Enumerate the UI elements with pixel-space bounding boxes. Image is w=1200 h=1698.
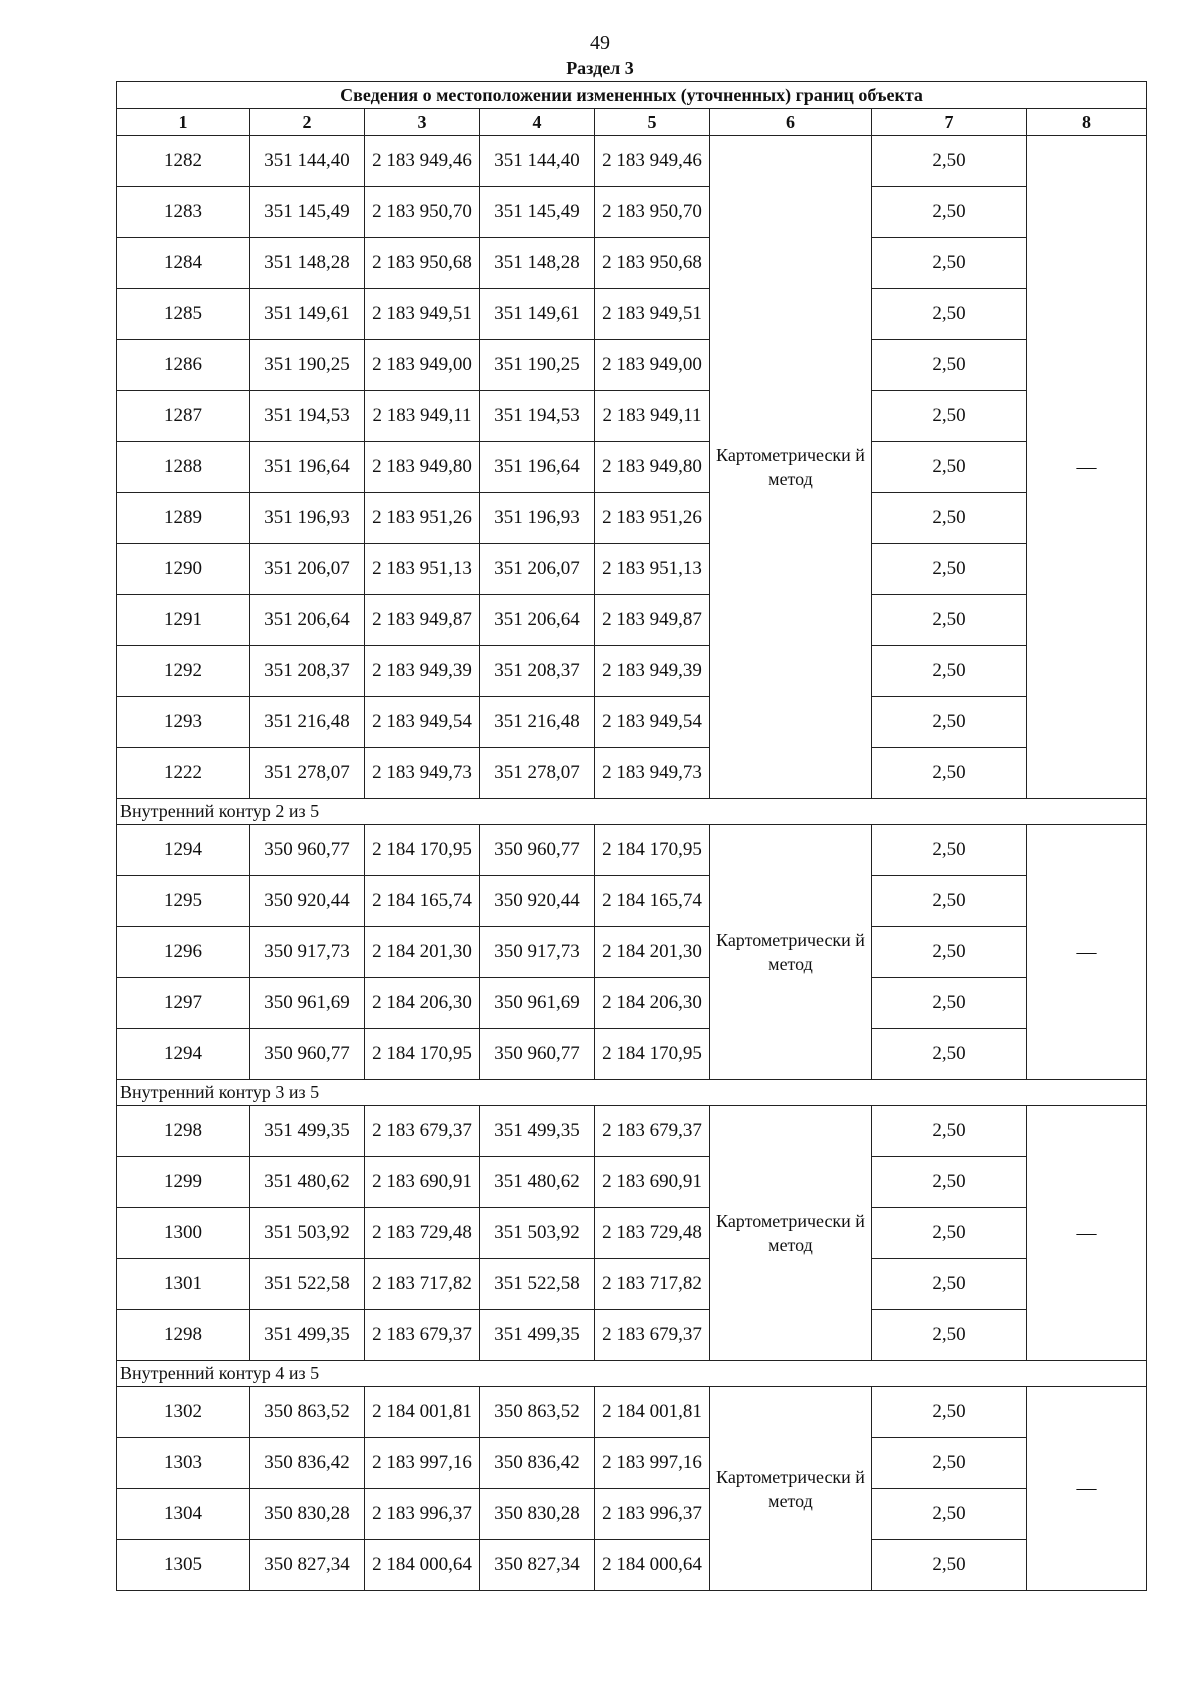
accuracy-cell: 2,50 <box>872 1540 1027 1591</box>
x-coordinate-cell: 350 960,77 <box>250 1029 365 1080</box>
point-number-cell: 1294 <box>117 1029 250 1080</box>
x-coordinate-cell: 351 144,40 <box>250 136 365 187</box>
column-number-row <box>117 109 1147 136</box>
method-cell: Картометрически й метод <box>710 136 872 799</box>
point-number-cell: 1297 <box>117 978 250 1029</box>
y-new-coordinate-cell: 2 183 949,87 <box>595 595 710 646</box>
table-row <box>117 1029 1147 1080</box>
x-coordinate-cell: 351 206,64 <box>250 595 365 646</box>
accuracy-cell: 2,50 <box>872 646 1027 697</box>
note-cell: — <box>1027 1387 1147 1591</box>
column-number: 5 <box>595 109 710 136</box>
method-cell: Картометрически й метод <box>710 825 872 1080</box>
y-new-coordinate-cell: 2 183 949,73 <box>595 748 710 799</box>
y-coordinate-cell: 2 183 949,87 <box>365 595 480 646</box>
point-number-cell: 1298 <box>117 1106 250 1157</box>
table-row <box>117 187 1147 238</box>
accuracy-cell: 2,50 <box>872 238 1027 289</box>
table-row <box>117 825 1147 876</box>
x-new-coordinate-cell: 350 863,52 <box>480 1387 595 1438</box>
y-coordinate-cell: 2 183 679,37 <box>365 1310 480 1361</box>
y-new-coordinate-cell: 2 184 000,64 <box>595 1540 710 1591</box>
x-new-coordinate-cell: 351 499,35 <box>480 1310 595 1361</box>
y-coordinate-cell: 2 184 165,74 <box>365 876 480 927</box>
table-row <box>117 1208 1147 1259</box>
y-new-coordinate-cell: 2 183 949,54 <box>595 697 710 748</box>
y-coordinate-cell: 2 184 001,81 <box>365 1387 480 1438</box>
y-new-coordinate-cell: 2 183 949,80 <box>595 442 710 493</box>
y-coordinate-cell: 2 183 949,80 <box>365 442 480 493</box>
x-coordinate-cell: 350 863,52 <box>250 1387 365 1438</box>
point-number-cell: 1301 <box>117 1259 250 1310</box>
x-new-coordinate-cell: 350 960,77 <box>480 825 595 876</box>
y-coordinate-cell: 2 184 170,95 <box>365 825 480 876</box>
x-coordinate-cell: 351 216,48 <box>250 697 365 748</box>
y-coordinate-cell: 2 183 690,91 <box>365 1157 480 1208</box>
point-number-cell: 1285 <box>117 289 250 340</box>
table-row <box>117 1157 1147 1208</box>
x-coordinate-cell: 351 194,53 <box>250 391 365 442</box>
x-coordinate-cell: 350 830,28 <box>250 1489 365 1540</box>
table-row <box>117 238 1147 289</box>
table-row <box>117 493 1147 544</box>
point-number-cell: 1287 <box>117 391 250 442</box>
point-number-cell: 1284 <box>117 238 250 289</box>
y-coordinate-cell: 2 184 000,64 <box>365 1540 480 1591</box>
y-new-coordinate-cell: 2 183 729,48 <box>595 1208 710 1259</box>
accuracy-cell: 2,50 <box>872 748 1027 799</box>
accuracy-cell: 2,50 <box>872 876 1027 927</box>
contour-label: Внутренний контур 2 из 5 <box>117 799 1147 825</box>
x-new-coordinate-cell: 350 917,73 <box>480 927 595 978</box>
accuracy-cell: 2,50 <box>872 978 1027 1029</box>
x-coordinate-cell: 350 827,34 <box>250 1540 365 1591</box>
x-coordinate-cell: 351 499,35 <box>250 1106 365 1157</box>
y-coordinate-cell: 2 183 949,73 <box>365 748 480 799</box>
x-coordinate-cell: 351 522,58 <box>250 1259 365 1310</box>
table-caption: Сведения о местоположении измененных (уточненных) границ объекта <box>117 82 1147 109</box>
x-coordinate-cell: 351 208,37 <box>250 646 365 697</box>
accuracy-cell: 2,50 <box>872 187 1027 238</box>
y-coordinate-cell: 2 183 949,51 <box>365 289 480 340</box>
y-coordinate-cell: 2 183 996,37 <box>365 1489 480 1540</box>
accuracy-cell: 2,50 <box>872 1489 1027 1540</box>
accuracy-cell: 2,50 <box>872 544 1027 595</box>
x-new-coordinate-cell: 351 194,53 <box>480 391 595 442</box>
x-new-coordinate-cell: 351 503,92 <box>480 1208 595 1259</box>
point-number-cell: 1286 <box>117 340 250 391</box>
table-row <box>117 1387 1147 1438</box>
table-row <box>117 340 1147 391</box>
x-new-coordinate-cell: 351 522,58 <box>480 1259 595 1310</box>
contour-header-row <box>117 799 1147 825</box>
note-cell: — <box>1027 136 1147 799</box>
accuracy-cell: 2,50 <box>872 136 1027 187</box>
table-row <box>117 136 1147 187</box>
x-new-coordinate-cell: 351 480,62 <box>480 1157 595 1208</box>
point-number-cell: 1295 <box>117 876 250 927</box>
x-new-coordinate-cell: 351 190,25 <box>480 340 595 391</box>
table-row <box>117 927 1147 978</box>
accuracy-cell: 2,50 <box>872 1157 1027 1208</box>
accuracy-cell: 2,50 <box>872 1259 1027 1310</box>
x-coordinate-cell: 351 196,64 <box>250 442 365 493</box>
y-new-coordinate-cell: 2 183 679,37 <box>595 1310 710 1361</box>
column-number: 1 <box>117 109 250 136</box>
point-number-cell: 1283 <box>117 187 250 238</box>
y-coordinate-cell: 2 183 997,16 <box>365 1438 480 1489</box>
point-number-cell: 1304 <box>117 1489 250 1540</box>
table-row <box>117 391 1147 442</box>
table-row <box>117 1259 1147 1310</box>
contour-label: Внутренний контур 4 из 5 <box>117 1361 1147 1387</box>
y-coordinate-cell: 2 183 949,39 <box>365 646 480 697</box>
y-new-coordinate-cell: 2 183 949,51 <box>595 289 710 340</box>
contour-header-row <box>117 1080 1147 1106</box>
y-new-coordinate-cell: 2 183 951,26 <box>595 493 710 544</box>
y-coordinate-cell: 2 183 951,26 <box>365 493 480 544</box>
x-new-coordinate-cell: 350 960,77 <box>480 1029 595 1080</box>
x-coordinate-cell: 351 206,07 <box>250 544 365 595</box>
table-row <box>117 1489 1147 1540</box>
table-row <box>117 748 1147 799</box>
column-number: 6 <box>710 109 872 136</box>
accuracy-cell: 2,50 <box>872 1310 1027 1361</box>
x-coordinate-cell: 350 961,69 <box>250 978 365 1029</box>
y-coordinate-cell: 2 183 950,70 <box>365 187 480 238</box>
x-new-coordinate-cell: 350 836,42 <box>480 1438 595 1489</box>
y-new-coordinate-cell: 2 183 949,11 <box>595 391 710 442</box>
table-row <box>117 544 1147 595</box>
accuracy-cell: 2,50 <box>872 289 1027 340</box>
column-number: 4 <box>480 109 595 136</box>
accuracy-cell: 2,50 <box>872 927 1027 978</box>
y-coordinate-cell: 2 184 201,30 <box>365 927 480 978</box>
x-new-coordinate-cell: 350 827,34 <box>480 1540 595 1591</box>
y-new-coordinate-cell: 2 184 201,30 <box>595 927 710 978</box>
y-new-coordinate-cell: 2 183 950,70 <box>595 187 710 238</box>
point-number-cell: 1300 <box>117 1208 250 1259</box>
x-coordinate-cell: 350 836,42 <box>250 1438 365 1489</box>
x-new-coordinate-cell: 351 278,07 <box>480 748 595 799</box>
y-new-coordinate-cell: 2 183 949,39 <box>595 646 710 697</box>
method-cell: Картометрически й метод <box>710 1387 872 1591</box>
point-number-cell: 1296 <box>117 927 250 978</box>
point-number-cell: 1282 <box>117 136 250 187</box>
x-coordinate-cell: 351 503,92 <box>250 1208 365 1259</box>
y-coordinate-cell: 2 183 951,13 <box>365 544 480 595</box>
y-coordinate-cell: 2 183 949,54 <box>365 697 480 748</box>
table-row <box>117 697 1147 748</box>
accuracy-cell: 2,50 <box>872 493 1027 544</box>
x-new-coordinate-cell: 351 208,37 <box>480 646 595 697</box>
y-coordinate-cell: 2 184 206,30 <box>365 978 480 1029</box>
accuracy-cell: 2,50 <box>872 1106 1027 1157</box>
accuracy-cell: 2,50 <box>872 1387 1027 1438</box>
column-number: 2 <box>250 109 365 136</box>
x-coordinate-cell: 351 145,49 <box>250 187 365 238</box>
y-new-coordinate-cell: 2 183 997,16 <box>595 1438 710 1489</box>
x-coordinate-cell: 351 196,93 <box>250 493 365 544</box>
point-number-cell: 1290 <box>117 544 250 595</box>
y-new-coordinate-cell: 2 184 170,95 <box>595 1029 710 1080</box>
point-number-cell: 1303 <box>117 1438 250 1489</box>
point-number-cell: 1289 <box>117 493 250 544</box>
y-coordinate-cell: 2 184 170,95 <box>365 1029 480 1080</box>
x-coordinate-cell: 351 480,62 <box>250 1157 365 1208</box>
accuracy-cell: 2,50 <box>872 1208 1027 1259</box>
x-new-coordinate-cell: 351 196,64 <box>480 442 595 493</box>
x-new-coordinate-cell: 351 145,49 <box>480 187 595 238</box>
point-number-cell: 1302 <box>117 1387 250 1438</box>
point-number-cell: 1292 <box>117 646 250 697</box>
table-row <box>117 595 1147 646</box>
x-new-coordinate-cell: 350 920,44 <box>480 876 595 927</box>
table-body <box>117 82 1147 1591</box>
x-new-coordinate-cell: 351 206,07 <box>480 544 595 595</box>
point-number-cell: 1293 <box>117 697 250 748</box>
note-cell: — <box>1027 825 1147 1080</box>
table-row <box>117 1540 1147 1591</box>
x-coordinate-cell: 350 960,77 <box>250 825 365 876</box>
method-cell: Картометрически й метод <box>710 1106 872 1361</box>
y-new-coordinate-cell: 2 183 949,00 <box>595 340 710 391</box>
point-number-cell: 1298 <box>117 1310 250 1361</box>
accuracy-cell: 2,50 <box>872 340 1027 391</box>
y-new-coordinate-cell: 2 183 717,82 <box>595 1259 710 1310</box>
x-new-coordinate-cell: 350 830,28 <box>480 1489 595 1540</box>
accuracy-cell: 2,50 <box>872 595 1027 646</box>
point-number-cell: 1299 <box>117 1157 250 1208</box>
table-row <box>117 1438 1147 1489</box>
x-new-coordinate-cell: 351 149,61 <box>480 289 595 340</box>
table-row <box>117 646 1147 697</box>
y-coordinate-cell: 2 183 949,46 <box>365 136 480 187</box>
y-new-coordinate-cell: 2 183 690,91 <box>595 1157 710 1208</box>
note-cell: — <box>1027 1106 1147 1361</box>
y-new-coordinate-cell: 2 183 679,37 <box>595 1106 710 1157</box>
table-row <box>117 1310 1147 1361</box>
y-coordinate-cell: 2 183 679,37 <box>365 1106 480 1157</box>
table-row <box>117 978 1147 1029</box>
x-coordinate-cell: 351 148,28 <box>250 238 365 289</box>
accuracy-cell: 2,50 <box>872 442 1027 493</box>
section-title: Раздел 3 <box>566 58 634 78</box>
y-new-coordinate-cell: 2 183 949,46 <box>595 136 710 187</box>
x-new-coordinate-cell: 351 216,48 <box>480 697 595 748</box>
point-number-cell: 1288 <box>117 442 250 493</box>
table-caption-row <box>117 82 1147 109</box>
table-row <box>117 289 1147 340</box>
table-row <box>117 876 1147 927</box>
table-row <box>117 442 1147 493</box>
y-new-coordinate-cell: 2 184 001,81 <box>595 1387 710 1438</box>
column-number: 7 <box>872 109 1027 136</box>
y-coordinate-cell: 2 183 949,11 <box>365 391 480 442</box>
x-coordinate-cell: 351 190,25 <box>250 340 365 391</box>
x-new-coordinate-cell: 351 206,64 <box>480 595 595 646</box>
x-coordinate-cell: 350 917,73 <box>250 927 365 978</box>
y-coordinate-cell: 2 183 729,48 <box>365 1208 480 1259</box>
accuracy-cell: 2,50 <box>872 1029 1027 1080</box>
x-new-coordinate-cell: 350 961,69 <box>480 978 595 1029</box>
y-coordinate-cell: 2 183 949,00 <box>365 340 480 391</box>
y-new-coordinate-cell: 2 183 950,68 <box>595 238 710 289</box>
column-number: 8 <box>1027 109 1147 136</box>
y-new-coordinate-cell: 2 184 206,30 <box>595 978 710 1029</box>
y-new-coordinate-cell: 2 184 170,95 <box>595 825 710 876</box>
y-new-coordinate-cell: 2 183 996,37 <box>595 1489 710 1540</box>
boundary-coordinates-table <box>116 81 1147 1591</box>
page-number: 49 <box>590 32 610 54</box>
x-new-coordinate-cell: 351 196,93 <box>480 493 595 544</box>
x-coordinate-cell: 351 499,35 <box>250 1310 365 1361</box>
x-coordinate-cell: 350 920,44 <box>250 876 365 927</box>
accuracy-cell: 2,50 <box>872 1438 1027 1489</box>
y-coordinate-cell: 2 183 950,68 <box>365 238 480 289</box>
y-coordinate-cell: 2 183 717,82 <box>365 1259 480 1310</box>
point-number-cell: 1305 <box>117 1540 250 1591</box>
x-coordinate-cell: 351 278,07 <box>250 748 365 799</box>
x-new-coordinate-cell: 351 148,28 <box>480 238 595 289</box>
x-new-coordinate-cell: 351 144,40 <box>480 136 595 187</box>
accuracy-cell: 2,50 <box>872 391 1027 442</box>
accuracy-cell: 2,50 <box>872 697 1027 748</box>
y-new-coordinate-cell: 2 184 165,74 <box>595 876 710 927</box>
accuracy-cell: 2,50 <box>872 825 1027 876</box>
point-number-cell: 1222 <box>117 748 250 799</box>
x-coordinate-cell: 351 149,61 <box>250 289 365 340</box>
contour-header-row <box>117 1361 1147 1387</box>
point-number-cell: 1291 <box>117 595 250 646</box>
point-number-cell: 1294 <box>117 825 250 876</box>
x-new-coordinate-cell: 351 499,35 <box>480 1106 595 1157</box>
column-number: 3 <box>365 109 480 136</box>
table-row <box>117 1106 1147 1157</box>
y-new-coordinate-cell: 2 183 951,13 <box>595 544 710 595</box>
contour-label: Внутренний контур 3 из 5 <box>117 1080 1147 1106</box>
